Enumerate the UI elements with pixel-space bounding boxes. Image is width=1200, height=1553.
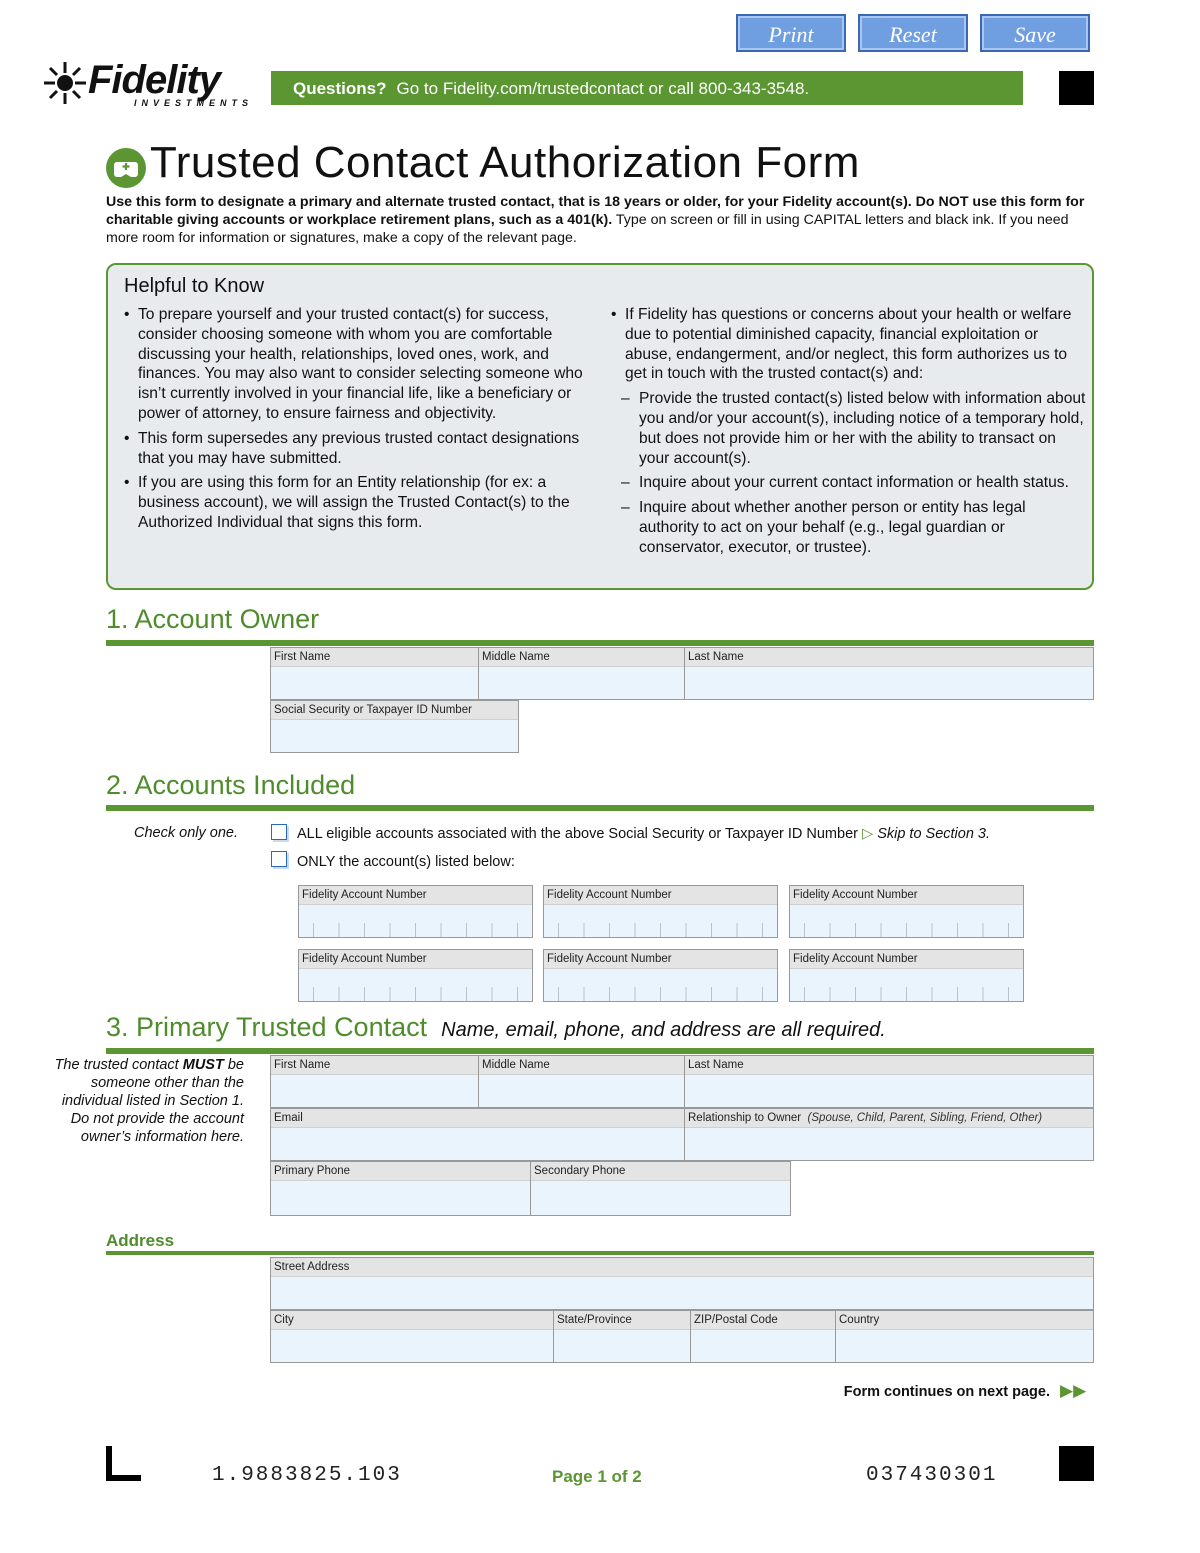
section-2-rule (106, 805, 1094, 811)
helpful-right-item: – Provide the trusted contact(s) listed below with information about you and/or your account(s), including notice of a temporary hold, but does not provide him or her with the ability to transact on your account(s). (621, 389, 1087, 468)
all-accounts-text: ALL eligible accounts associated with the above Social Security or Taxpayer ID Number (297, 826, 858, 842)
field-label: Country (836, 1311, 1093, 1330)
questions-label: Questions? (293, 79, 387, 98)
contact-relationship-field[interactable] (684, 1108, 1094, 1161)
field-label: Fidelity Account Number (299, 950, 532, 969)
arrow-right-icon: ▷ (862, 826, 874, 842)
field-label: City (271, 1311, 553, 1330)
section-3-note: Name, email, phone, and address are all required. (441, 1019, 886, 1041)
field-label: Last Name (685, 1056, 1093, 1075)
form-code: 1.9883825.103 (212, 1464, 402, 1487)
all-accounts-label (297, 826, 990, 842)
digit-ticks (804, 923, 1009, 937)
registration-mark (1059, 71, 1094, 105)
country-field[interactable] (835, 1310, 1094, 1363)
state-field[interactable] (553, 1310, 691, 1363)
zip-field[interactable] (690, 1310, 836, 1363)
account-number-field[interactable] (543, 885, 778, 938)
relationship-hint: (Spouse, Child, Parent, Sibling, Friend, Other) (807, 1112, 1043, 1124)
helpful-box (106, 263, 1094, 590)
field-label: ZIP/Postal Code (691, 1311, 835, 1330)
registration-mark-bottom (1059, 1446, 1094, 1481)
all-accounts-checkbox[interactable] (271, 824, 287, 840)
field-label (685, 1109, 1093, 1128)
form-continues: Form continues on next page. (843, 1384, 1050, 1400)
section-3-rule (106, 1048, 1094, 1054)
only-accounts-label: ONLY the account(s) listed below: (297, 854, 515, 870)
field-label: Fidelity Account Number (544, 950, 777, 969)
print-button[interactable]: Print (736, 14, 846, 52)
helpful-left-item: • This form supersedes any previous trusted contact designations that you may have submitted. (124, 429, 594, 469)
questions-text: Go to Fidelity.com/trustedcontact or call 800-343-3548. (396, 79, 810, 98)
section-3-title (106, 1012, 886, 1043)
account-number-field[interactable] (298, 949, 533, 1002)
account-number-field[interactable] (789, 885, 1024, 938)
contact-first-name-field[interactable] (270, 1055, 479, 1108)
account-number-field[interactable] (298, 885, 533, 938)
barcode-number: 037430301 (866, 1464, 998, 1487)
field-label: Fidelity Account Number (790, 886, 1023, 905)
page-number: Page 1 of 2 (552, 1467, 642, 1486)
section-3-heading: 3. Primary Trusted Contact (106, 1012, 428, 1042)
section-2-title: 2. Accounts Included (106, 770, 356, 800)
intro-text (106, 193, 1096, 247)
field-label: Primary Phone (271, 1162, 530, 1181)
digit-ticks (804, 987, 1009, 1001)
owner-middle-name-field[interactable] (478, 647, 685, 700)
page-title: Trusted Contact Authorization Form (150, 138, 860, 187)
contact-primary-phone-field[interactable] (270, 1161, 531, 1216)
digit-ticks (313, 923, 518, 937)
account-number-field[interactable] (543, 949, 778, 1002)
helpful-right-item: – Inquire about your current contact information or health status. (621, 473, 1087, 493)
city-field[interactable] (270, 1310, 554, 1363)
owner-first-name-field[interactable] (270, 647, 479, 700)
section-1-title: 1. Account Owner (106, 604, 320, 634)
helpful-right-item: – Inquire about whether another person or entity has legal authority to act on your behalf (e.g., legal guardian or conservator, executor, or trustee). (621, 498, 1087, 557)
fidelity-logo (42, 58, 262, 108)
brand-sub: INVESTMENTS (134, 98, 254, 108)
field-label: Fidelity Account Number (299, 886, 532, 905)
field-label: Fidelity Account Number (790, 950, 1023, 969)
contact-last-name-field[interactable] (684, 1055, 1094, 1108)
field-label: Secondary Phone (531, 1162, 790, 1181)
contact-secondary-phone-field[interactable] (530, 1161, 791, 1216)
digit-ticks (313, 987, 518, 1001)
section-1-rule (106, 640, 1094, 646)
digit-ticks (558, 987, 763, 1001)
side-note-b: be someone other than the individual listed in Section 1. Do not provide the account owner’s information here. (61, 1057, 244, 1145)
address-rule (106, 1251, 1094, 1255)
helpful-left-item: • If you are using this form for an Entity relationship (for ex: a business account), we will assign the Trusted Contact(s) to the Authorized Individual that signs this form. (124, 473, 594, 532)
address-title: Address (106, 1231, 175, 1250)
side-note-a: The trusted contact (54, 1057, 179, 1073)
intro-bold: Use this form to designate a primary and alternate trusted contact, that is 18 years or older, for your Fidelity account(s). Do NOT use this form for charitable giving accounts or workplace retirement plans, such as a 401(k). (106, 194, 1085, 228)
street-address-field[interactable] (270, 1257, 1094, 1310)
owner-last-name-field[interactable] (684, 647, 1094, 700)
section-3-side-note (50, 1056, 244, 1146)
trusted-contact-icon (106, 148, 146, 188)
field-label: Social Security or Taxpayer ID Number (271, 701, 518, 720)
skip-note: Skip to Section 3. (877, 826, 991, 842)
helpful-right-intro: • If Fidelity has questions or concerns about your health or welfare due to potential diminished capacity, financial exploitation or abuse, endangerment, and/or neglect, this form authorizes us to get in touch with the trusted contact(s) and: (611, 305, 1087, 384)
save-button[interactable]: Save (980, 14, 1090, 52)
field-label: Fidelity Account Number (544, 886, 777, 905)
helpful-left-item: • To prepare yourself and your trusted contact(s) for success, consider choosing someone with whom you are comfortable discussing your health, relationships, loved ones, work, and finances. You may also want to consider selecting someone who isn’t currently involved in your financial life, like a beneficiary or power of attorney, to ensure fairness and objectivity. (124, 305, 594, 424)
contact-middle-name-field[interactable] (478, 1055, 685, 1108)
field-label: Street Address (271, 1258, 1093, 1277)
check-note: Check only one. (134, 825, 238, 841)
field-label: First Name (271, 1056, 478, 1075)
field-label: Middle Name (479, 1056, 684, 1075)
field-label: Last Name (685, 648, 1093, 667)
double-arrow-icon: ▶▶ (1060, 1381, 1087, 1400)
brand-name: Fidelity (88, 58, 221, 102)
contact-email-field[interactable] (270, 1108, 685, 1161)
field-label: Email (271, 1109, 684, 1128)
account-number-field[interactable] (789, 949, 1024, 1002)
starburst-icon (42, 60, 88, 106)
helpful-heading: Helpful to Know (124, 275, 265, 297)
intro-normal: Type on screen or fill in using CAPITAL letters and black ink. If you need more room for information or signatures, make a copy of the relevant page. (106, 212, 1069, 246)
questions-bar (271, 71, 1023, 105)
owner-ssn-field[interactable] (270, 700, 519, 753)
field-label: First Name (271, 648, 478, 667)
only-accounts-checkbox[interactable] (271, 851, 287, 867)
reset-button[interactable]: Reset (858, 14, 968, 52)
digit-ticks (558, 923, 763, 937)
field-label: State/Province (554, 1311, 690, 1330)
corner-mark (106, 1446, 141, 1481)
relationship-label: Relationship to Owner (688, 1112, 802, 1124)
side-note-must: MUST (182, 1057, 224, 1073)
field-label: Middle Name (479, 648, 684, 667)
